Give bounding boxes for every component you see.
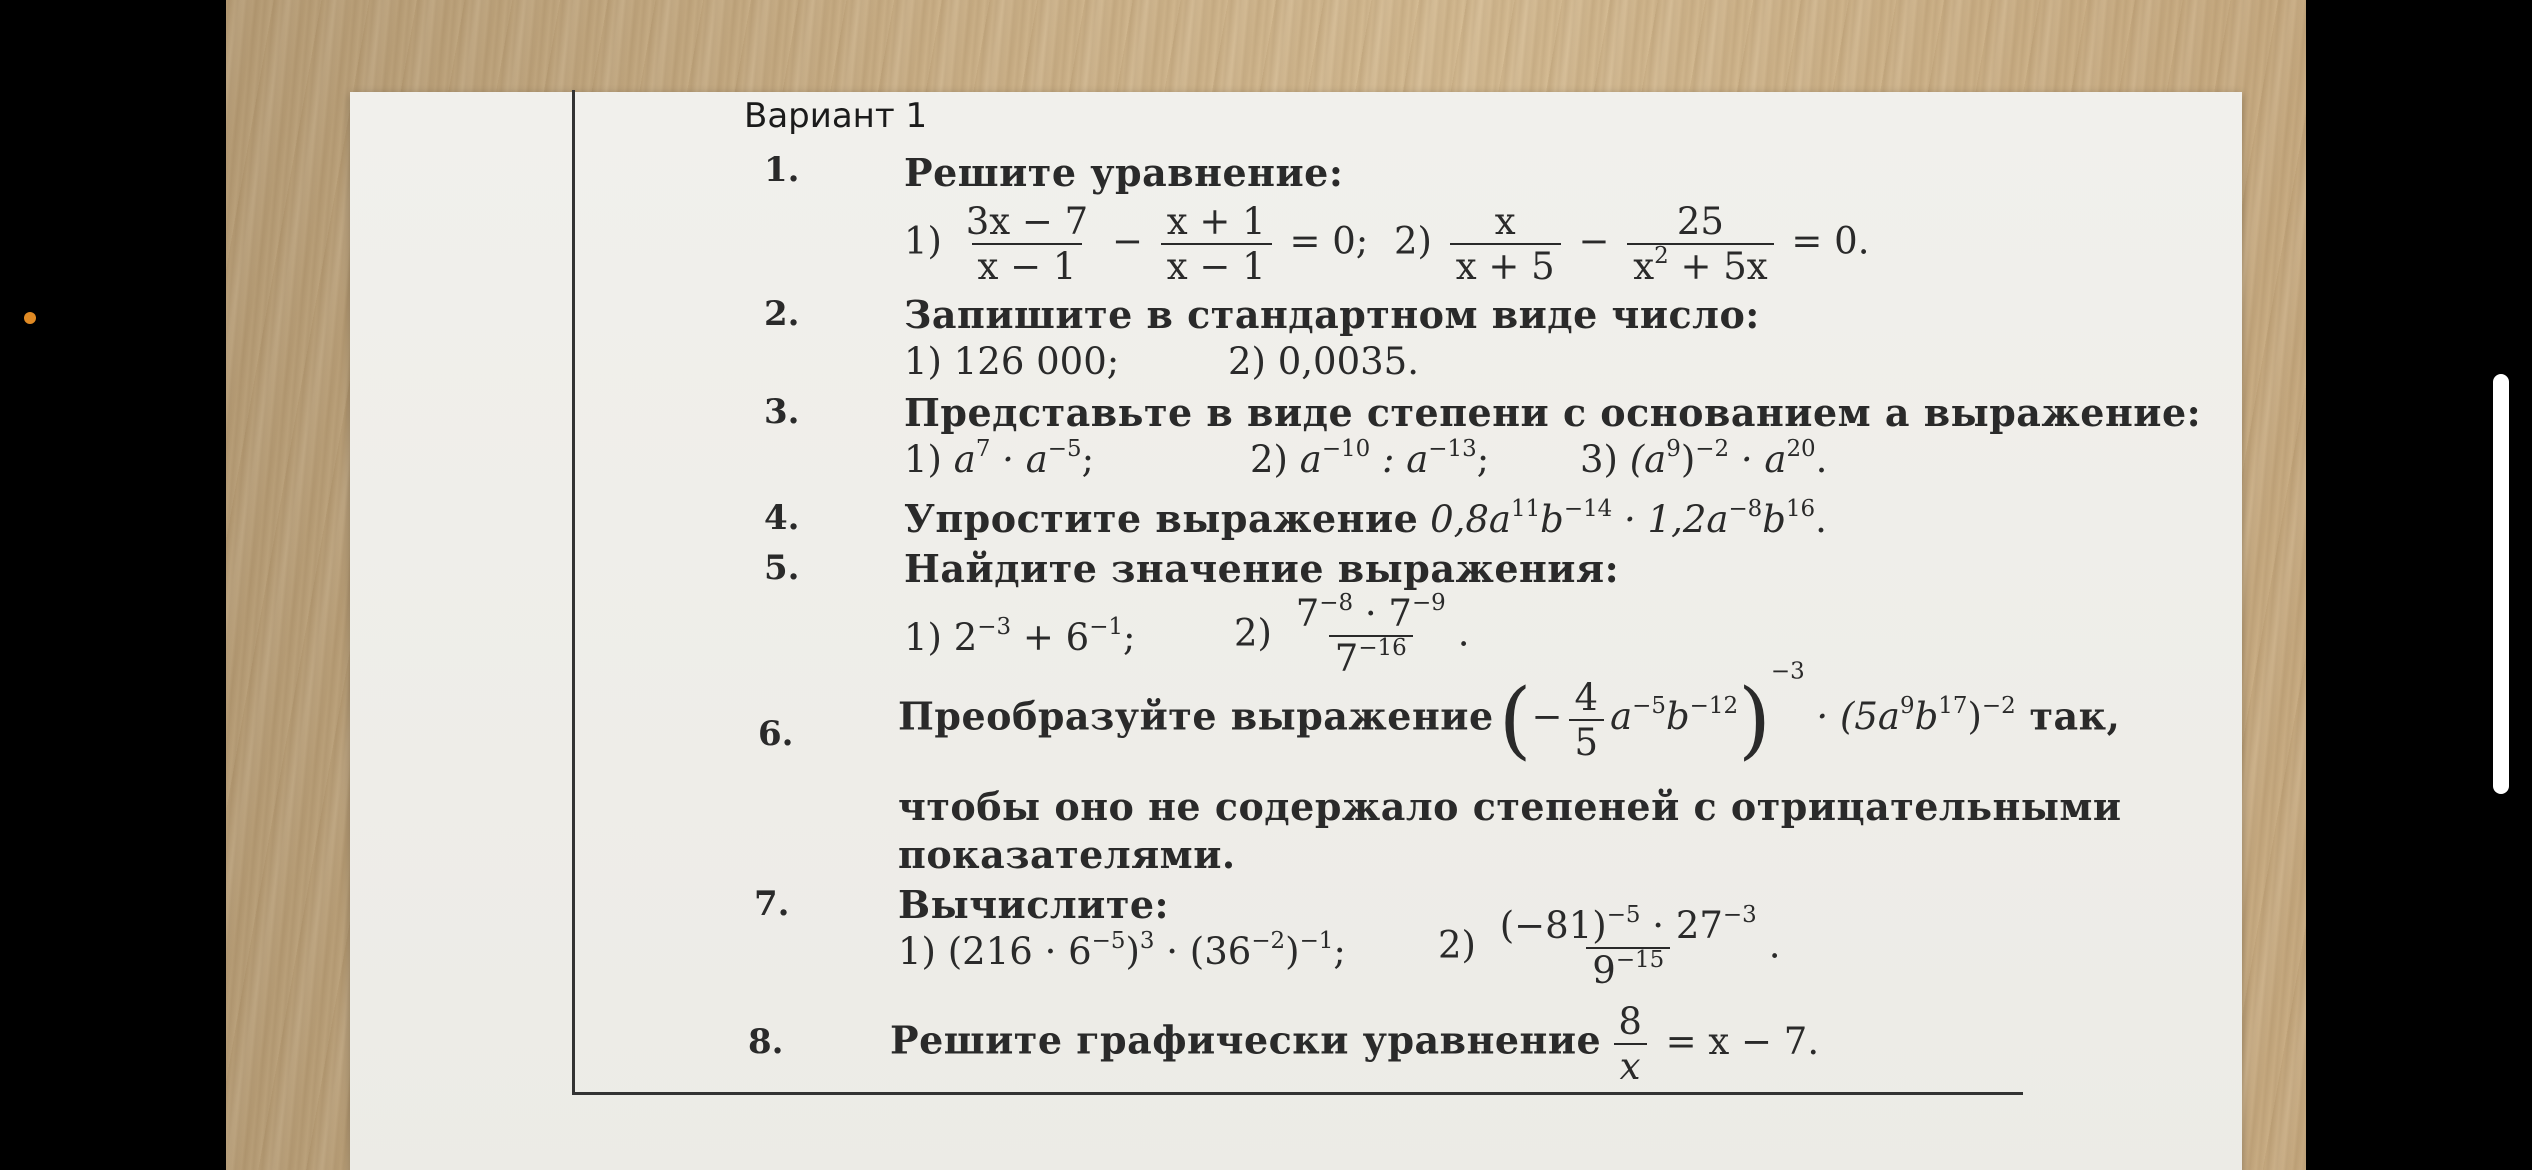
photo-viewport — [226, 0, 2306, 1170]
fraction — [960, 200, 1094, 288]
term: 9 — [1592, 949, 1616, 992]
exponent: −14 — [1563, 495, 1613, 522]
numerator: 4 — [1574, 675, 1599, 719]
numerator: 25 — [1676, 200, 1724, 243]
part-label: 1) — [898, 930, 936, 973]
sign: − — [1531, 695, 1563, 739]
task-4 — [904, 496, 1827, 541]
paren: ( — [1498, 670, 1532, 769]
term: + 6 — [1011, 616, 1090, 659]
base: x — [1633, 245, 1655, 288]
fraction — [1569, 676, 1605, 764]
exponent: −8 — [1319, 589, 1354, 616]
exponent: 11 — [1510, 495, 1541, 522]
fraction — [1450, 200, 1561, 288]
punct: . — [1815, 498, 1827, 541]
task-7-part-1 — [898, 927, 1346, 973]
equals-zero: = 0; — [1289, 219, 1369, 263]
term: · 7 — [1353, 592, 1412, 635]
task-5-number: 5. — [764, 548, 800, 588]
exponent: 20 — [1786, 435, 1816, 462]
denominator — [1627, 243, 1773, 288]
task-4-number: 4. — [764, 498, 800, 538]
punct: ; — [1476, 438, 1490, 481]
term: + 5x — [1668, 245, 1768, 288]
numerator: x — [1494, 200, 1516, 243]
punct: ; — [1081, 438, 1095, 481]
task-1-part-1 — [904, 200, 1368, 288]
term: a — [1610, 695, 1633, 739]
base: (a — [1629, 438, 1667, 481]
task-5-part-2 — [1234, 589, 1470, 680]
vertical-scrollbar[interactable] — [2493, 374, 2509, 794]
exponent: −12 — [1689, 693, 1739, 720]
task-6-number: 6. — [758, 714, 794, 754]
term: · 1,2a — [1612, 498, 1729, 541]
task-6-title: Преобразуйте выражение — [898, 693, 1494, 739]
part-label: 1) — [904, 616, 942, 659]
term: = x − 7. — [1653, 1019, 1820, 1063]
operator: − — [1112, 219, 1144, 263]
fraction — [1494, 901, 1763, 992]
term: (−81) — [1499, 904, 1607, 947]
part-label: 2) — [1234, 611, 1272, 655]
term: 7 — [1295, 592, 1320, 635]
term: b — [1665, 695, 1690, 739]
task-6-tail: так, — [2015, 693, 2121, 739]
exponent: −5 — [1047, 435, 1082, 462]
exponent: −13 — [1428, 435, 1477, 462]
exponent: −2 — [1981, 693, 2016, 720]
exponent: −16 — [1358, 634, 1407, 661]
task-4-expression — [1418, 495, 1827, 541]
task-3-part-2 — [1250, 435, 1490, 481]
task-3-part-3 — [1580, 435, 1828, 481]
punct: . — [1768, 923, 1781, 967]
task-2-part-2: 2) 0,0035. — [1228, 340, 1419, 383]
task-8 — [890, 1000, 1819, 1088]
task-7-number: 7. — [754, 884, 790, 924]
denominator: x — [1614, 1043, 1647, 1088]
task-6-line-2: чтобы оно не содержало степеней с отрицательными — [898, 784, 2122, 829]
exponent: 3 — [1139, 927, 1155, 954]
task-7-part-2 — [1438, 901, 1781, 992]
paren: ) — [1967, 695, 1982, 739]
exponent: −5 — [1606, 901, 1641, 928]
term: · 27 — [1640, 904, 1723, 947]
part-label: 1) — [904, 219, 942, 263]
exponent: −15 — [1615, 946, 1665, 973]
task-6 — [898, 659, 2121, 769]
equals-zero: = 0. — [1791, 219, 1870, 263]
denominator: 5 — [1569, 719, 1605, 764]
fraction — [1627, 200, 1773, 288]
punct: ; — [1123, 616, 1136, 659]
exponent: 9 — [1666, 435, 1681, 462]
term: : a — [1370, 438, 1429, 481]
term: · (5a — [1804, 695, 1900, 739]
exponent: 7 — [975, 435, 991, 462]
base: a — [1299, 438, 1322, 481]
term: 2 — [941, 616, 978, 659]
part-label: 2) — [1438, 923, 1476, 967]
term: b — [1914, 695, 1939, 739]
paren: ) — [1738, 670, 1771, 769]
task-2-title: Запишите в стандартном виде число: — [904, 292, 1760, 337]
task-5-part-1 — [904, 613, 1136, 659]
task-8-number: 8. — [748, 1022, 784, 1062]
denominator: x − 1 — [972, 243, 1083, 288]
task-1 — [764, 150, 800, 190]
denominator: x − 1 — [1161, 243, 1272, 288]
term: 7 — [1334, 637, 1359, 680]
exponent: −3 — [1722, 901, 1757, 928]
punct: . — [1815, 438, 1828, 481]
task-2-part-1: 1) 126 000; — [904, 340, 1120, 383]
task-7-title: Вычислите: — [898, 882, 1170, 927]
task-3-number: 3. — [764, 392, 800, 432]
paren: ) — [1680, 438, 1696, 481]
exponent: −2 — [1251, 927, 1286, 954]
task-number: 1. — [764, 150, 800, 190]
fraction — [1290, 589, 1452, 680]
exponent: 9 — [1900, 693, 1915, 720]
exponent: −3 — [1770, 659, 1805, 685]
task-8-title: Решите графически уравнение — [890, 1017, 1602, 1063]
task-4-title: Упростите выражение — [904, 496, 1419, 541]
exponent: −3 — [977, 613, 1012, 640]
task-1-part-2 — [1394, 200, 1869, 288]
task-8-expression — [1606, 1000, 1820, 1088]
exponent: 2 — [1654, 242, 1669, 269]
numerator: 3x − 7 — [965, 200, 1089, 243]
term: · a — [1729, 438, 1787, 481]
task-3-title: Представьте в виде степени с основанием a выражение: — [904, 390, 2202, 435]
term: · a — [990, 438, 1048, 481]
paren: ) — [1285, 930, 1300, 973]
task-5-title: Найдите значение выражения: — [904, 546, 1620, 591]
exponent: −1 — [1089, 613, 1124, 640]
part-label: 2) — [1394, 219, 1432, 263]
exponent: −1 — [1299, 927, 1334, 954]
part-label: 3) — [1580, 438, 1618, 481]
term: b — [1762, 498, 1786, 541]
exponent: −5 — [1632, 693, 1666, 720]
paren: ) — [1125, 930, 1140, 973]
worksheet-paper — [350, 92, 2242, 1170]
exponent: −10 — [1321, 435, 1371, 462]
term: b — [1540, 498, 1564, 541]
base: a — [953, 438, 976, 481]
denominator — [1586, 947, 1670, 992]
fraction — [1161, 200, 1272, 288]
fraction — [1612, 1000, 1648, 1088]
exponent: 17 — [1938, 693, 1968, 720]
exponent: −5 — [1091, 927, 1126, 954]
task-6-expression — [1498, 659, 2016, 769]
task-1-title: Решите уравнение: — [904, 150, 1344, 195]
term: 0,8a — [1418, 498, 1511, 541]
part-label: 1) — [904, 438, 942, 481]
part-label: 2) — [1250, 438, 1288, 481]
denominator: x + 5 — [1450, 243, 1561, 288]
operator: − — [1578, 219, 1610, 263]
punct: ; — [1333, 930, 1346, 973]
numerator: 8 — [1618, 1000, 1642, 1043]
punct: . — [1457, 611, 1470, 655]
term: · (36 — [1154, 930, 1252, 973]
exponent: −2 — [1695, 435, 1730, 462]
exponent: −9 — [1411, 589, 1446, 616]
exponent: 16 — [1785, 495, 1816, 522]
orange-indicator-dot — [24, 312, 36, 324]
task-3-part-1 — [904, 435, 1095, 481]
task-2-number: 2. — [764, 294, 800, 334]
numerator: x + 1 — [1166, 200, 1266, 243]
variant-title: Вариант 1 — [744, 96, 928, 136]
task-6-line-3: показателями. — [898, 832, 1236, 877]
numerator — [1494, 901, 1763, 947]
term: (216 · 6 — [935, 930, 1092, 973]
numerator — [1290, 589, 1452, 635]
exponent: −8 — [1728, 495, 1763, 522]
